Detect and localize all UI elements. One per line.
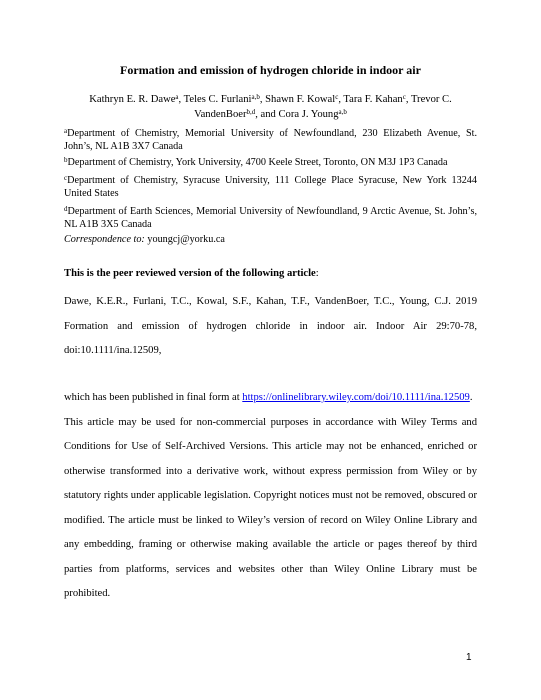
author-name: Teles C. Furlani [183, 94, 252, 105]
author-line-1: Kathryn E. R. Dawe$^a$, Teles C. Furlani$^{a,b}$, Shawn F. Kowal$^c$, Tara F. Kahan$^c$, Trevor C. [89, 93, 452, 105]
citation-paragraph [64, 290, 477, 364]
peer-review-heading-colon: : [315, 268, 319, 279]
author-name: Kathryn E. R. Dawe [89, 94, 176, 105]
affiliation-marker: b [64, 156, 68, 164]
author-name: and Cora J. Young [260, 109, 339, 120]
author-affiliation-marker: b,d [246, 108, 256, 116]
affiliation [64, 174, 477, 200]
correspondence [64, 234, 225, 245]
notice-prefix: which has been published in final form at [64, 392, 243, 403]
affiliation-text: Department of Earth Sciences, Memorial University of Newfoundland, 9 Arctic Avenue, St. John’s, NL A1B 3X5 Canada [64, 206, 477, 230]
notice-line: prohibited. [64, 588, 111, 599]
notice-line: This article may be used for non-commercial purposes in accordance with Wiley Terms and [64, 416, 477, 428]
peer-review-heading [64, 268, 319, 279]
correspondence-label: Correspondence to: [64, 234, 145, 245]
citation-line: Dawe, K.E.R., Furlani, T.C., Kowal, S.F., Kahan, T.F., VandenBoer, T.C., Young, C.J. 2019 [64, 296, 477, 307]
citation-line: Formation and emission of hydrogen chloride in indoor air. Indoor Air 29:70-78, [64, 320, 477, 332]
affiliation-text: Department of Chemistry, Memorial University of Newfoundland, 230 Elizabeth Avenue, St. John’s, NL A1B 3X7 Canada [64, 128, 477, 152]
author-name: VandenBoer [194, 109, 247, 120]
affiliation-text: Department of Chemistry, York University, 4700 Keele Street, Toronto, ON M3J 1P3 Canada [67, 157, 448, 168]
notice-line: statutory rights under applicable legislation. Copyright notices must not be removed, obscured or [64, 490, 477, 501]
affiliation [64, 205, 477, 231]
notice-line: Conditions for Use of Self-Archived Versions. This article may not be enhanced, enriched or [64, 441, 477, 452]
page-number: 1 [466, 652, 472, 663]
author-affiliation-marker: c [335, 93, 339, 101]
notice-line: modified. The article must be linked to Wiley’s version of record on Wiley Online Library and [64, 514, 477, 526]
notice-first-line [64, 386, 477, 411]
affiliation-text: Department of Chemistry, Syracuse University, 111 College Place Syracuse, New York 13244 United States [64, 175, 477, 199]
author-name: Shawn F. Kowal [265, 94, 336, 105]
author-affiliation-marker: c [402, 93, 406, 101]
article-doi-link[interactable]: https://onlinelibrary.wiley.com/doi/10.1111/ina.12509 [242, 392, 470, 403]
author-affiliation-marker: a [175, 93, 179, 101]
author-line-2: VandenBoer$^{b,d}$, and Cora J. Young$^{a,b}$ [194, 108, 347, 120]
usage-notice-paragraph [64, 386, 477, 607]
citation-line: doi:10.1111/ina.12509, [64, 345, 162, 356]
author-name: Tara F. Kahan [343, 94, 403, 105]
affiliation-marker: c [64, 174, 68, 182]
affiliation [64, 156, 477, 169]
author-affiliation-marker: a,b [338, 108, 347, 116]
paper-title: Formation and emission of hydrogen chloride in indoor air [120, 63, 421, 77]
notice-line: otherwise transformed into a derivative work, without express permission from Wiley or by [64, 465, 477, 477]
peer-review-heading-text: This is the peer reviewed version of the following article [64, 268, 316, 279]
notice-suffix: . [469, 392, 473, 403]
affiliation-marker: a [64, 127, 68, 135]
author-name: Trevor C. [410, 94, 452, 105]
notice-line: parties from platforms, services and websites other than Wiley Online Library must be [64, 563, 477, 575]
author-affiliation-marker: a,b [251, 93, 260, 101]
notice-line: any embedding, framing or otherwise making available the article or pages thereof by third [64, 539, 477, 550]
affiliation [64, 127, 477, 153]
correspondence-email: youngcj@yorku.ca [147, 234, 225, 245]
author-list [80, 92, 461, 122]
affiliation-marker: d [64, 205, 68, 213]
